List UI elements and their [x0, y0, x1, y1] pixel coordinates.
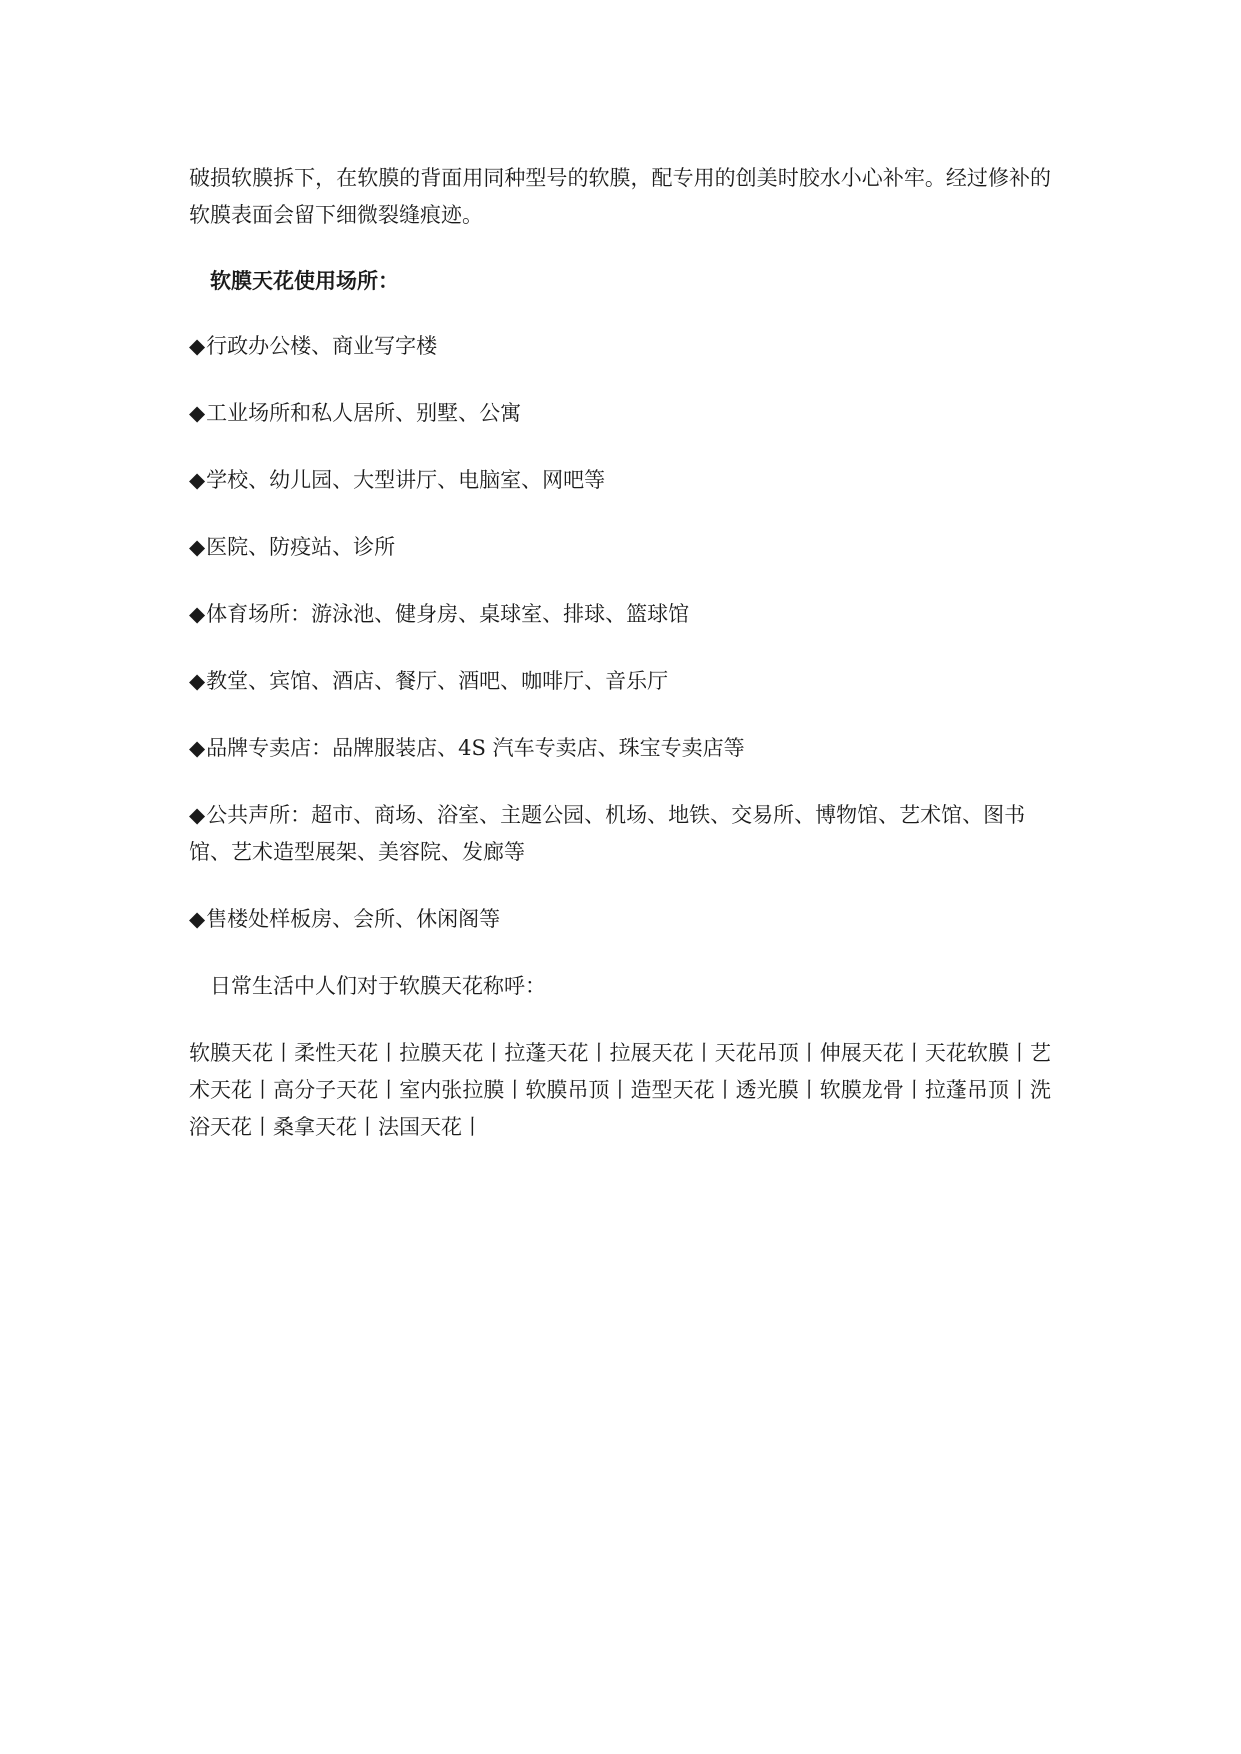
names-paragraph: 软膜天花丨柔性天花丨拉膜天花丨拉蓬天花丨拉展天花丨天花吊顶丨伸展天花丨天花软膜丨艺术天花丨高分子天花丨室内张拉膜丨软膜吊顶丨造型天花丨透光膜丨软膜龙骨丨拉蓬吊顶丨洗浴天花丨桑拿天花丨法国天花丨 [189, 1041, 1051, 1139]
list-item-text: 教堂、宾馆、酒店、餐厅、酒吧、咖啡厅、音乐厅 [206, 669, 669, 693]
section-heading: 软膜天花使用场所： [210, 268, 399, 293]
diamond-bullet-icon: ◆ [189, 907, 206, 931]
document-page [189, 160, 1051, 1146]
list-item-text: 工业场所和私人居所、别墅、公寓 [206, 401, 522, 425]
list-item-text: 学校、幼儿园、大型讲厅、电脑室、网吧等 [206, 468, 606, 492]
intro-paragraph: 破损软膜拆下，在软膜的背面用同种型号的软膜，配专用的创美时胶水小心补牢。经过修补的软膜表面会留下细微裂缝痕迹。 [189, 166, 1051, 227]
diamond-bullet-icon: ◆ [189, 803, 206, 827]
list-item-text: 品牌专卖店：品牌服装店、4S 汽车专卖店、珠宝专卖店等 [206, 736, 745, 760]
diamond-bullet-icon: ◆ [189, 535, 206, 559]
diamond-bullet-icon: ◆ [189, 468, 206, 492]
list-item-text: 体育场所：游泳池、健身房、桌球室、排球、篮球馆 [206, 602, 690, 626]
list-item [189, 395, 1051, 432]
usage-list [189, 328, 1051, 938]
diamond-bullet-icon: ◆ [189, 334, 206, 358]
list-item-text: 公共声所：超市、商场、浴室、主题公园、机场、地铁、交易所、博物馆、艺术馆、图书馆、艺术造型展架、美容院、发廊等 [189, 803, 1026, 864]
list-item [189, 596, 1051, 633]
list-item [189, 797, 1051, 871]
diamond-bullet-icon: ◆ [189, 401, 206, 425]
list-item [189, 529, 1051, 566]
list-item [189, 462, 1051, 499]
list-item-text: 行政办公楼、商业写字楼 [206, 334, 438, 358]
diamond-bullet-icon: ◆ [189, 602, 206, 626]
list-item-text: 售楼处样板房、会所、休闲阁等 [206, 907, 501, 931]
list-item [189, 730, 1051, 767]
diamond-bullet-icon: ◆ [189, 669, 206, 693]
list-item [189, 663, 1051, 700]
list-item [189, 901, 1051, 938]
list-item-text: 医院、防疫站、诊所 [206, 535, 396, 559]
list-item [189, 328, 1051, 365]
names-subheading: 日常生活中人们对于软膜天花称呼： [210, 974, 546, 998]
diamond-bullet-icon: ◆ [189, 736, 206, 760]
